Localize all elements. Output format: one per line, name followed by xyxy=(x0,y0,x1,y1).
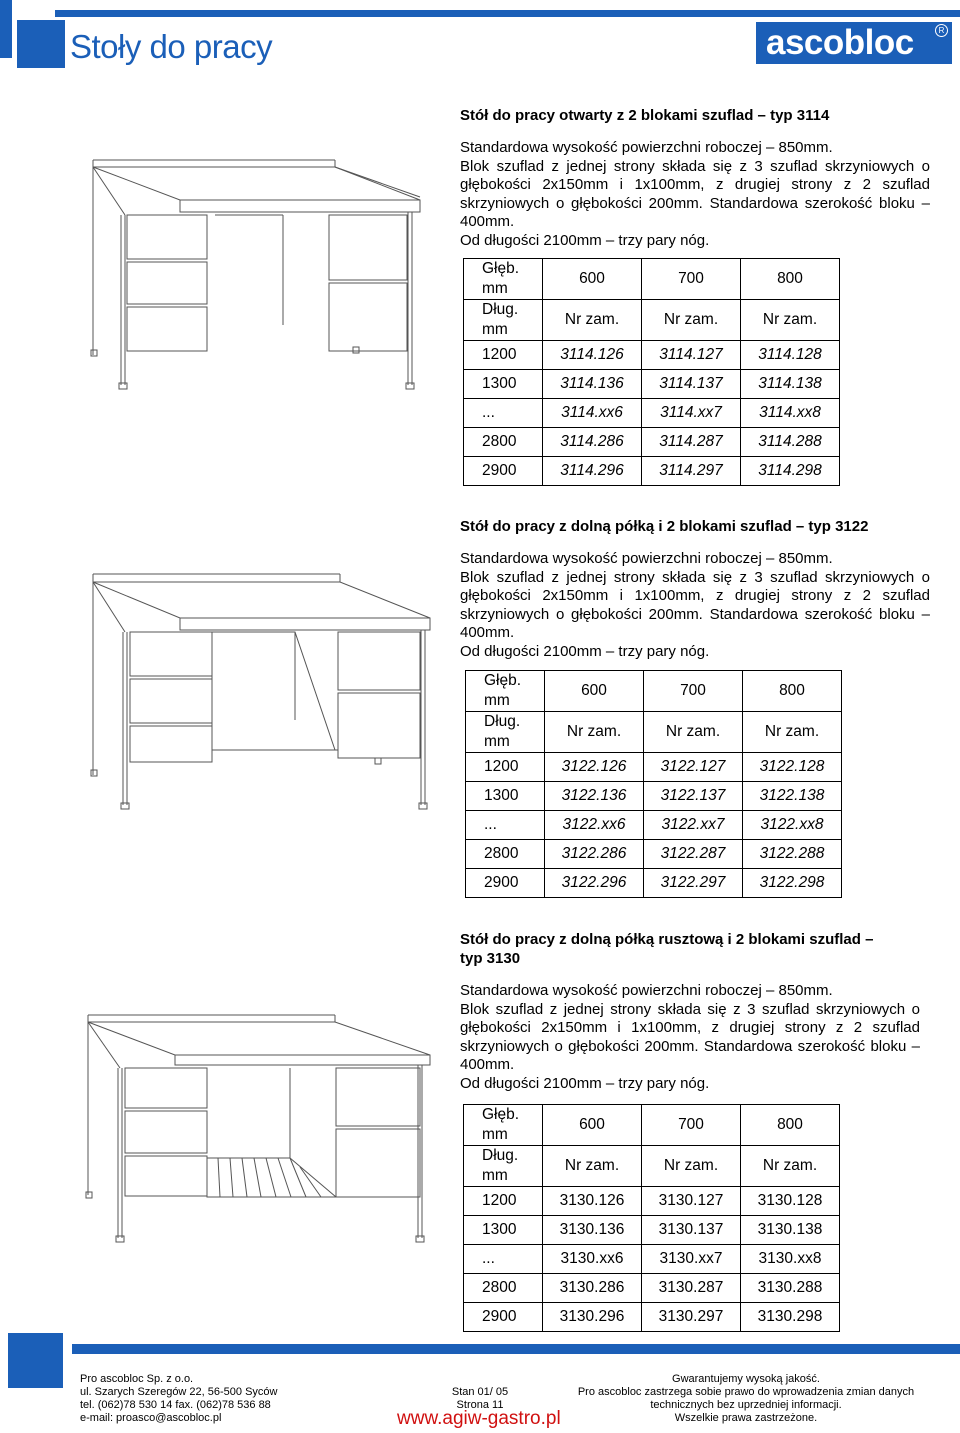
section-description xyxy=(460,550,930,661)
footer-line: Stan 01/ 05 xyxy=(451,1386,509,1398)
nr-label: Nr zam. xyxy=(644,712,743,753)
desc-line: Od długości 2100mm – trzy pary nóg. xyxy=(460,1074,710,1092)
ascobloc-logo xyxy=(756,22,952,64)
code-cell: 3130.288 xyxy=(741,1274,840,1303)
code-cell: 3130.136 xyxy=(543,1216,642,1245)
length-cell: 1300 xyxy=(464,1216,543,1245)
table-3114-drawing xyxy=(85,155,430,395)
depth-label: Głęb. mm xyxy=(464,1105,543,1146)
length-cell: 2800 xyxy=(466,840,545,869)
depth-label: Głęb. mm xyxy=(466,671,545,712)
section-title: Stół do pracy z dolną półką rusztową i 2 blokami szuflad – typ 3130 xyxy=(460,931,874,967)
table-3130-drawing xyxy=(80,1010,440,1245)
desc-line: Blok szuflad z jednej strony składa się z 3 szuflad skrzyniowych o głębokości 2x150mm i 1x100mm, z drugiej strony z 2 szuflad skrzyniowych o głębokości 200mm. Standardowa szerokość bloku – 400mm. xyxy=(460,157,930,230)
section-3114 xyxy=(460,106,930,250)
code-cell: 3122.xx8 xyxy=(743,811,842,840)
footer-line: tel. (062)78 530 14 fax. (062)78 536 88 xyxy=(80,1399,271,1411)
code-cell: 3122.136 xyxy=(545,782,644,811)
code-cell: 3114.127 xyxy=(642,341,741,370)
code-cell: 3114.136 xyxy=(543,370,642,399)
footer-line: Pro ascobloc zastrzega sobie prawo do wprowadzenia zmian danych xyxy=(577,1386,915,1398)
nr-label: Nr zam. xyxy=(543,300,642,341)
code-cell: 3114.xx8 xyxy=(741,399,840,428)
code-cell: 3130.286 xyxy=(543,1274,642,1303)
footer-square xyxy=(8,1333,63,1388)
length-cell: 2900 xyxy=(464,1303,543,1332)
section-description xyxy=(460,139,930,250)
footer-bar xyxy=(72,1344,960,1354)
length-cell: 1300 xyxy=(464,370,543,399)
code-cell: 3122.287 xyxy=(644,840,743,869)
code-cell: 3122.288 xyxy=(743,840,842,869)
section-title: Stół do pracy z dolną półką i 2 blokami szuflad – typ 3122 xyxy=(460,518,869,535)
code-cell: 3122.296 xyxy=(545,869,644,898)
code-cell: 3130.127 xyxy=(642,1187,741,1216)
length-cell: 1200 xyxy=(464,341,543,370)
desc-line: Blok szuflad z jednej strony składa się z 3 szuflad skrzyniowych o głębokości 2x150mm i 1x100mm, z drugiej strony z 2 szuflad skrzyniowych o głębokości 200mm. Standardowa szerokość bloku – 400mm. xyxy=(460,568,930,641)
section-3130 xyxy=(460,930,920,1093)
footer-line: technicznych bez uprzedniej informacji. xyxy=(650,1399,842,1411)
registered-mark: R xyxy=(935,24,948,37)
code-cell: 3114.296 xyxy=(543,457,642,486)
code-cell: 3130.297 xyxy=(642,1303,741,1332)
footer-line: Gwarantujemy wysoką jakość. xyxy=(672,1373,820,1385)
footer-line: Wszelkie prawa zastrzeżone. xyxy=(674,1412,818,1424)
nr-label: Nr zam. xyxy=(741,1146,840,1187)
code-cell: 3122.286 xyxy=(545,840,644,869)
footer-line: Strona 11 xyxy=(456,1399,504,1411)
code-cell: 3114.126 xyxy=(543,341,642,370)
desc-line: Od długości 2100mm – trzy pary nóg. xyxy=(460,642,710,660)
code-cell: 3130.xx8 xyxy=(741,1245,840,1274)
length-label: Dług. mm xyxy=(464,1146,543,1187)
code-cell: 3114.288 xyxy=(741,428,840,457)
section-title: Stół do pracy otwarty z 2 blokami szuflad – typ 3114 xyxy=(460,107,830,124)
depth-700: 700 xyxy=(642,259,741,300)
code-cell: 3130.296 xyxy=(543,1303,642,1332)
code-cell: 3122.xx7 xyxy=(644,811,743,840)
length-cell: 1200 xyxy=(464,1187,543,1216)
length-cell: 2900 xyxy=(464,457,543,486)
nr-label: Nr zam. xyxy=(543,1146,642,1187)
code-cell: 3122.297 xyxy=(644,869,743,898)
order-table-3130 xyxy=(463,1104,840,1332)
code-cell: 3114.128 xyxy=(741,341,840,370)
footer-line: ul. Szarych Szeregów 22, 56-500 Syców xyxy=(80,1386,278,1398)
depth-600: 600 xyxy=(543,1105,642,1146)
footer-notice xyxy=(560,1373,932,1425)
code-cell: 3122.138 xyxy=(743,782,842,811)
depth-700: 700 xyxy=(642,1105,741,1146)
code-cell: 3114.xx6 xyxy=(543,399,642,428)
length-cell: 2800 xyxy=(464,428,543,457)
length-label: Dług. mm xyxy=(464,300,543,341)
length-cell: 2800 xyxy=(464,1274,543,1303)
nr-label: Nr zam. xyxy=(642,300,741,341)
nr-label: Nr zam. xyxy=(741,300,840,341)
length-cell: ... xyxy=(464,399,543,428)
nr-label: Nr zam. xyxy=(545,712,644,753)
order-table-3114 xyxy=(463,258,840,486)
header-square-small xyxy=(0,0,12,58)
page-title: Stoły do pracy xyxy=(70,28,273,65)
code-cell: 3122.137 xyxy=(644,782,743,811)
footer-line: e-mail: proasco@ascobloc.pl xyxy=(80,1412,222,1424)
depth-700: 700 xyxy=(644,671,743,712)
code-cell: 3114.287 xyxy=(642,428,741,457)
depth-800: 800 xyxy=(743,671,842,712)
code-cell: 3130.126 xyxy=(543,1187,642,1216)
section-description xyxy=(460,982,920,1093)
website-link[interactable]: www.agiw-gastro.pl xyxy=(397,1408,561,1429)
code-cell: 3114.298 xyxy=(741,457,840,486)
section-3122 xyxy=(460,517,930,661)
code-cell: 3114.297 xyxy=(642,457,741,486)
length-cell: 1200 xyxy=(466,753,545,782)
depth-800: 800 xyxy=(741,1105,840,1146)
desc-line: Standardowa wysokość powierzchni roboczej – 850mm. xyxy=(460,982,833,999)
depth-600: 600 xyxy=(543,259,642,300)
code-cell: 3122.126 xyxy=(545,753,644,782)
code-cell: 3130.298 xyxy=(741,1303,840,1332)
footer-company xyxy=(80,1373,278,1425)
nr-label: Nr zam. xyxy=(743,712,842,753)
code-cell: 3114.286 xyxy=(543,428,642,457)
code-cell: 3114.xx7 xyxy=(642,399,741,428)
desc-line: Standardowa wysokość powierzchni roboczej – 850mm. xyxy=(460,139,833,156)
table-3122-drawing xyxy=(85,570,440,815)
desc-line: Standardowa wysokość powierzchni roboczej – 850mm. xyxy=(460,550,833,567)
footer-line: Pro ascobloc Sp. z o.o. xyxy=(80,1373,194,1385)
header-bar xyxy=(55,10,960,17)
code-cell: 3130.128 xyxy=(741,1187,840,1216)
desc-line: Blok szuflad z jednej strony składa się z 3 szuflad skrzyniowych o głębokości 2x150mm i 1x100mm, z drugiej strony z 2 szuflad skrzyniowych o głębokości 200mm. Standardowa szerokość bloku – 400mm. xyxy=(460,1000,920,1073)
code-cell: 3130.287 xyxy=(642,1274,741,1303)
depth-600: 600 xyxy=(545,671,644,712)
length-cell: ... xyxy=(464,1245,543,1274)
logo-text: ascobloc xyxy=(766,23,914,62)
depth-800: 800 xyxy=(741,259,840,300)
code-cell: 3122.298 xyxy=(743,869,842,898)
code-cell: 3130.xx7 xyxy=(642,1245,741,1274)
header-square xyxy=(17,20,65,68)
order-table-3122 xyxy=(465,670,842,898)
code-cell: 3114.137 xyxy=(642,370,741,399)
code-cell: 3130.137 xyxy=(642,1216,741,1245)
code-cell: 3122.128 xyxy=(743,753,842,782)
length-cell: 1300 xyxy=(466,782,545,811)
code-cell: 3130.xx6 xyxy=(543,1245,642,1274)
code-cell: 3130.138 xyxy=(741,1216,840,1245)
code-cell: 3122.xx6 xyxy=(545,811,644,840)
length-cell: ... xyxy=(466,811,545,840)
code-cell: 3122.127 xyxy=(644,753,743,782)
depth-label: Głęb. mm xyxy=(464,259,543,300)
desc-line: Od długości 2100mm – trzy pary nóg. xyxy=(460,231,710,249)
length-label: Dług. mm xyxy=(466,712,545,753)
length-cell: 2900 xyxy=(466,869,545,898)
code-cell: 3114.138 xyxy=(741,370,840,399)
nr-label: Nr zam. xyxy=(642,1146,741,1187)
